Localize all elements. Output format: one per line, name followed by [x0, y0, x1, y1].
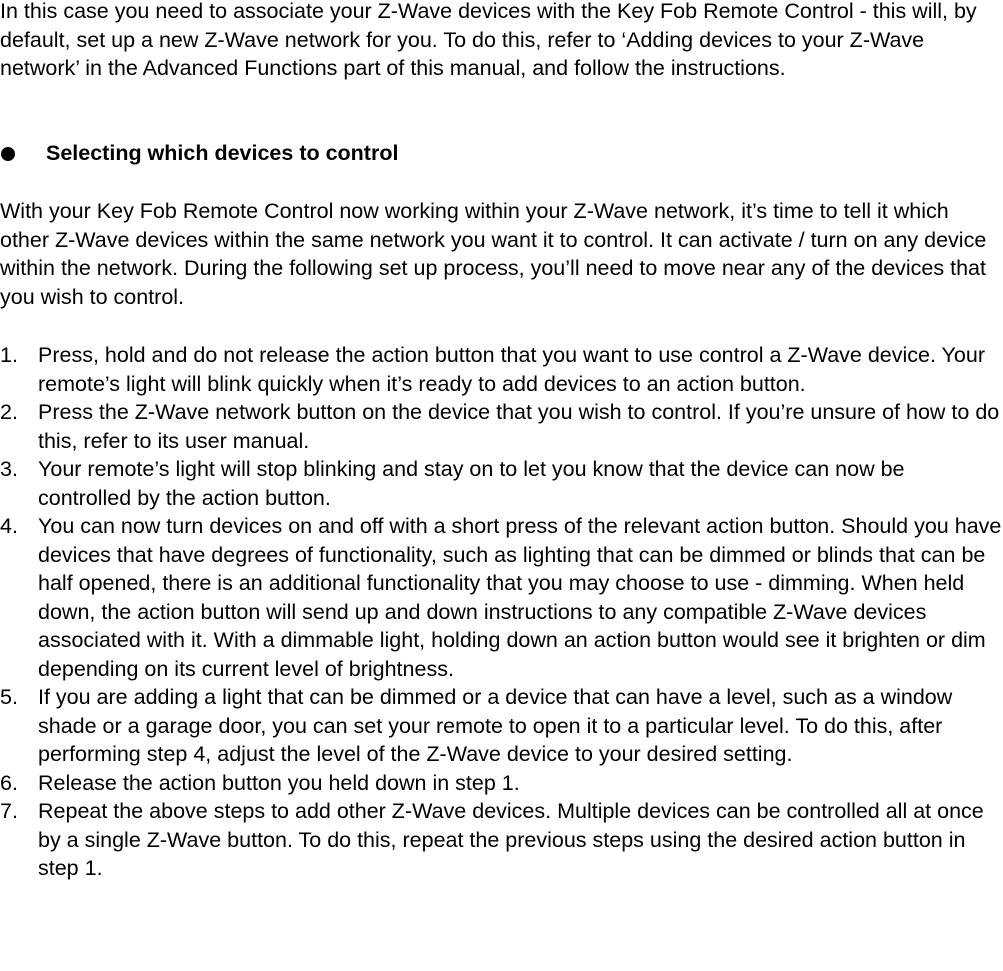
bullet-icon	[1, 147, 15, 161]
list-item	[0, 683, 1003, 769]
step-text: You can now turn devices on and off with a short press of the relevant action button. Should you have devices that have degrees of functionality, such as lighting that can be dimmed or blinds that can be half opened, there is an additional functionality that you may choose to use - dimming. When held down, the action button will send up and down instructions to any compatible Z-Wave devices associated with it. With a dimmable light, holding down an action button would see it brighten or dim depending on its current level of brightness.	[38, 514, 1002, 681]
step-text: Release the action button you held down in step 1.	[38, 770, 520, 795]
step-text: Repeat the above steps to add other Z-Wave devices. Multiple devices can be controlled all at once by a single Z-Wave button. To do this, repeat the previous steps using the desired action button in step 1.	[38, 799, 984, 880]
intro-paragraph: In this case you need to associate your Z-Wave devices with the Key Fob Remote Control - this will, by default, set up a new Z-Wave network for you. To do this, refer to ‘Adding devices to your Z-Wave network’ in the Advanced Functions part of this manual, and follow the instructions.	[0, 0, 977, 80]
body-paragraph: With your Key Fob Remote Control now working within your Z-Wave network, it’s time to tell it which other Z-Wave devices within the same network you want it to control. It can activate / turn on any device within the network. During the following set up process, you’ll need to move near any of the devices that you wish to control.	[0, 199, 987, 309]
step-number: 1.	[0, 343, 18, 367]
list-item	[0, 398, 1003, 455]
list-item	[0, 341, 1003, 398]
step-text: Press, hold and do not release the action button that you want to use control a Z-Wave device. Your remote’s light will blink quickly when it’s ready to add devices to an action button.	[38, 343, 985, 396]
list-item	[0, 455, 1003, 512]
step-number: 4.	[0, 514, 18, 538]
list-item	[0, 769, 1003, 798]
step-number: 6.	[0, 770, 18, 795]
steps-list	[0, 341, 1003, 883]
step-number: 5.	[0, 685, 18, 709]
step-number: 2.	[0, 400, 18, 424]
section-heading	[0, 139, 1003, 169]
section-heading-text: Selecting which devices to control	[46, 141, 399, 165]
step-text: Your remote’s light will stop blinking and stay on to let you know that the device can now be controlled by the action button.	[38, 457, 905, 510]
list-item	[0, 797, 1003, 883]
step-text: If you are adding a light that can be dimmed or a device that can have a level, such as a window shade or a garage door, you can set your remote to open it to a particular level. To do this, after performing step 4, adjust the level of the Z-Wave device to your desired setting.	[38, 685, 953, 766]
step-number: 7.	[0, 799, 18, 823]
step-text: Press the Z-Wave network button on the device that you wish to control. If you’re unsure of how to do this, refer to its user manual.	[38, 400, 1000, 453]
step-number: 3.	[0, 457, 18, 481]
list-item	[0, 512, 1003, 683]
